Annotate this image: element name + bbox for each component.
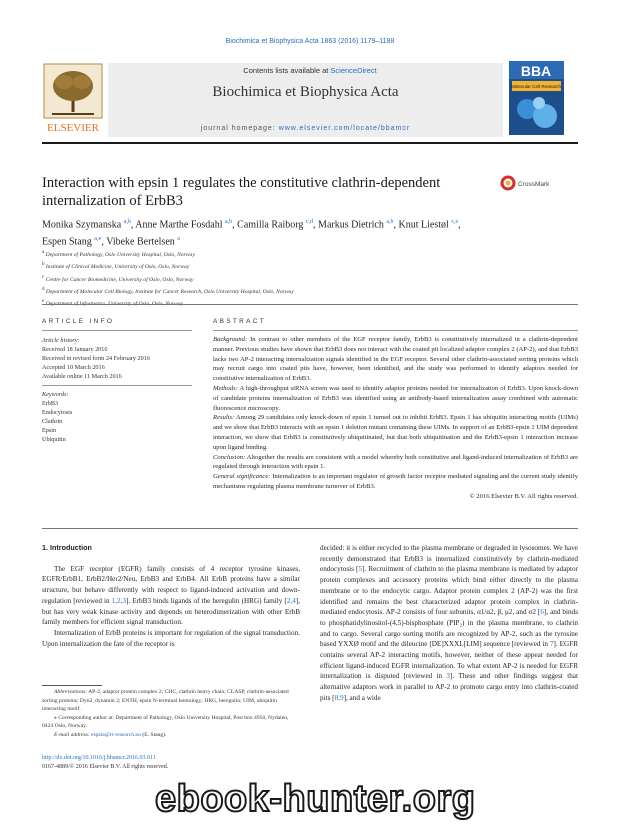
keyword[interactable]: Ubiquitin: [42, 436, 66, 443]
paragraph-text: ], and a wide: [343, 693, 381, 702]
article-history: [42, 336, 192, 381]
author-affil-sup[interactable]: a,⁎: [94, 236, 102, 243]
email-footnote: [42, 731, 300, 740]
citation-link[interactable]: 1,2,3: [111, 596, 126, 605]
cover-logo: BBA: [520, 63, 552, 79]
author-name[interactable]: Vibeke Bertelsen: [106, 236, 175, 248]
affiliation-sup: a: [42, 250, 45, 255]
keywords-label: Keywords:: [42, 391, 69, 398]
abstract-label: Results:: [213, 414, 235, 422]
abstract-label: Methods:: [213, 384, 238, 392]
paragraph: [42, 564, 300, 628]
homepage-link[interactable]: www.elsevier.com/locate/bbamcr: [278, 125, 411, 132]
author-name[interactable]: Espen Stang: [42, 236, 92, 248]
citation-link[interactable]: 5: [358, 565, 363, 574]
affiliation: [42, 260, 578, 272]
footnote-rule: [42, 685, 102, 686]
footnotes: [42, 688, 300, 740]
article-title: Interaction with epsin 1 regulates the constitutive clathrin-dependent internalization of ErbB3: [42, 175, 441, 209]
author-affil-sup[interactable]: c,d: [305, 219, 314, 225]
keyword[interactable]: Epsin: [42, 427, 57, 434]
footnote-text: AP-2, adaptor protein complex 2; CHC, clathrin heavy chain; CLASP, clathrin-associated sorting proteins; Dyn2, dynamin 2; ENTH, epsin N-terminal homology; HRG, heregulin; UIM, ubiquitin interacting motif.: [42, 689, 289, 713]
affiliation-sup: b: [42, 262, 45, 268]
paragraph-text: The EGF receptor (EGFR) family consists of 4 receptor tyrosine kinases, EGFR/ErbB1, ErbB2/Her2/Neu, ErbB3 and ErbB4. All ErbB proteins have a similar structure, but behave differently with respect to ligand-induced activation and down-regulation [reviewed in: [42, 564, 300, 605]
abstract-text: A high-throughput siRNA screen was used to identify adaptor proteins needed for internalization of ErbB3. Upon knock-down of candidate proteins internalization of ErbB3 was identified using an antibody-based internalization assay combined with automatic fluorescence microscopy.: [213, 384, 578, 412]
doi-block: [42, 754, 302, 772]
info-rule: [42, 330, 192, 331]
citation-link[interactable]: 7: [549, 640, 554, 649]
paragraph-text: ]. EGFR contains several AP-2 interacting motifs, however, neither of these appear needed for efficient ligand-induced EGFR internalization. To what extent AP-2 is needed for EGFR internalization is disputed [reviewed in: [320, 640, 578, 681]
author-name[interactable]: Markus Dietrich: [318, 219, 384, 231]
affiliation-text: Department of Molecular Cell Biology, Institute for Cancer Research, Oslo University Hospital, Oslo, Norway: [45, 288, 294, 295]
citation-link[interactable]: 8,9: [334, 693, 344, 702]
paragraph-text: ]. These and other findings suggest that alternative adaptors work in parallel to AP-2 to promote cargo entry into clathrin-coated pits [: [320, 672, 578, 702]
affiliation-text: Centre for Cancer Biomedicine, University of Oslo, Oslo, Norway: [45, 276, 194, 283]
paragraph-text: decided: it is either recycled to the plasma membrane or degraded in lysosomes. We have recently demonstrated that ErbB3 is internalized constitutively by clathrin-mediated endocytosis [: [320, 544, 578, 574]
section-heading-introduction: 1. Introduction: [42, 543, 92, 552]
journal-citation[interactable]: Biochimica et Biophysica Acta 1863 (2016) 1179–1188: [225, 38, 395, 45]
abstract-body: [213, 335, 578, 502]
body-right-column: [320, 543, 578, 704]
history-item: Available online 11 March 2016: [42, 373, 122, 380]
journal-title: Biochimica et Biophysica Acta: [212, 84, 399, 100]
author-affil-sup[interactable]: a,b: [386, 219, 394, 225]
body-left-column: [42, 543, 300, 649]
affiliation-sup: e: [42, 299, 45, 305]
footnote-label: E-mail address:: [54, 731, 90, 738]
crossmark-label: CrossMark: [518, 181, 550, 188]
article-info-heading: ARTICLE INFO: [42, 318, 115, 325]
elsevier-tree-logo: [42, 62, 104, 134]
header-rule: [42, 142, 578, 144]
abstract-label: Conclusion:: [213, 453, 246, 461]
abbreviations-footnote: [42, 688, 300, 714]
info-rule: [42, 385, 192, 386]
abstract-text: Internalization is an important regulator of growth factor receptor mediated signaling and the current study identify mechanisms regulating plasma membrane turnover of ErbB3.: [213, 473, 578, 490]
journal-cover-image: [509, 61, 564, 135]
citation-link[interactable]: 6: [540, 608, 544, 617]
abstract-end-rule: [42, 528, 578, 529]
abstract-text: In contrast to other members of the EGF receptor family, ErbB3 is constitutively internalized in a clathrin-dependent manner. Previous studies have shown that ErbB3 does not interact with the coated pit localized adaptor complex 2 (AP-2), and that ErbB3 lacks two AP-2 interacting internalization signals identified in the EGF receptor. Several other clathrin-associated sorting proteins which may recruit cargo into coated pits have, however, been identified, and the study was performed to identify adaptors needed for constitutive internalization of ErbB3.: [213, 336, 578, 383]
abstract-rule: [213, 330, 578, 331]
affiliations-rule: [42, 304, 578, 305]
author-affil-sup[interactable]: a: [177, 236, 180, 243]
keyword[interactable]: ErbB3: [42, 400, 59, 407]
affiliation: [42, 273, 578, 285]
abstract-text: Altogether the results are consistent with a model whereby both constitutive and ligand-induced internalization of ErbB3 are regulated through interaction with epsin 1.: [213, 453, 578, 471]
abstract-label: Background:: [213, 336, 248, 343]
author-line-1: Monika Szymanska $^{a,b}$, Anne Marthe Fosdahl $^{a,b}$, Camilla Raiborg $^{c,d}$, Markus Dietrich $^{a,b}$, Knut Liestøl $^{c,e}$,: [42, 219, 461, 231]
publisher-name: ELSEVIER: [47, 122, 99, 134]
paragraph-text: ]. Recruitment of clathrin to the plasma membrane is mediated by adaptor protein complexes and accessory proteins which bind either directly to the plasma membrane or to the endocytic cargo. Adaptor protein complex 2 (AP-2) was the first identified and remains the best characterized adaptor protein complex in clathrin-mediated endocytosis. AP-2 consists of four subunits, α1/α2, β, μ2, and σ2 [: [320, 565, 578, 617]
footnote-label: Abbreviations:: [54, 689, 88, 695]
citation-link[interactable]: 2,4: [286, 596, 296, 605]
history-item: Received in revised form 24 February 2016: [42, 355, 150, 362]
affiliation: [42, 248, 578, 260]
history-item: Received 18 January 2016: [42, 346, 108, 353]
affiliation-text: Institute of Clinical Medicine, University of Oslo, Oslo, Norway: [45, 264, 190, 271]
author-affil-sup[interactable]: c,e: [451, 219, 459, 225]
citation-link[interactable]: 3: [446, 672, 451, 681]
author-name[interactable]: Camilla Raiborg: [237, 219, 304, 231]
affiliation: [42, 285, 578, 297]
sciencedirect-link[interactable]: ScienceDirect: [330, 66, 377, 75]
author-name[interactable]: Anne Marthe Fosdahl: [135, 219, 223, 231]
crossmark-badge[interactable]: [500, 174, 560, 192]
paragraph: [320, 543, 578, 704]
keyword-list: [42, 390, 192, 444]
author-name[interactable]: Monika Szymanska: [42, 219, 122, 231]
journal-homepage: [108, 125, 503, 132]
keyword[interactable]: Clathrin: [42, 418, 63, 425]
watermark-text: ebook-hunter.org: [155, 778, 476, 820]
homepage-prefix: journal homepage:: [200, 125, 279, 132]
doi-link[interactable]: http://dx.doi.org/10.1016/j.bbamcr.2016.03.011: [42, 755, 156, 761]
abstract-text: Among 29 candidates only knock-down of epsin 1 turned out to inhibit ErbB3. Epsin 1 has ubiquitin interacting motifs (UIMs) and we show that ErbB3 interacts with an epsin 1 deletion mutant containing these UIMs. In support of an ErbB3-epsin 1 UIM dependent interaction, we show that ErbB3 is constitutively ubiquitinated, but that both ubiquitination and the ErbB3-epsin 1 interaction increase upon ligand binding.: [213, 414, 578, 451]
corresponding-footnote: ⁎ Corresponding author at: Department of Pathology, Oslo University Hospital, Post box 4950, Nydalen, 0424 Oslo, Norway.: [42, 714, 289, 730]
abstract-copyright: © 2016 Elsevier B.V. All rights reserved.: [469, 492, 578, 500]
paragraph: Internalization of ErbB proteins is important for regulation of the signal transduction. Upon internalization the fate of the receptor is: [42, 628, 300, 648]
author-name[interactable]: Knut Liestøl: [398, 219, 449, 231]
keyword[interactable]: Endocytosis: [42, 409, 73, 416]
affiliation-text: Department of Pathology, Oslo University Hospital, Oslo, Norway: [45, 251, 195, 258]
abstract-heading: ABSTRACT: [213, 318, 267, 325]
email-link[interactable]: espsta@rr-research.no: [91, 731, 142, 738]
paragraph-text: ], and binds to phosphatidylinositol-(4,5)-bisphosphate (PIP₂) in the plasma membrane, to clathrin and to cargo. Several cargo sorting motifs are recognized by AP-2, such as the tyrosine based YXXØ motif and the dileucine [DE]XXXL[LIM] sequence [reviewed in: [320, 608, 578, 649]
author-affil-sup[interactable]: a,b: [225, 219, 233, 225]
footnote-text: (E. Stang).: [141, 731, 167, 738]
author-affil-sup[interactable]: a,b: [123, 219, 131, 225]
abstract-label: General significance:: [213, 473, 271, 481]
affiliation-sup: c: [42, 274, 45, 280]
affiliation-list: [42, 248, 578, 310]
author-list: [42, 215, 578, 250]
history-item: Accepted 10 March 2016: [42, 364, 105, 371]
author-line-2: Espen Stang $^{a,⁎}$, Vibeke Bertelsen $^a$: [42, 236, 180, 248]
history-label: Article history:: [42, 337, 80, 344]
paragraph-text: ], but has very weak kinase activity and depends on heterodimerization with other ErbB family members for efficient signal transduction.: [42, 596, 300, 627]
issn-line: 0167-4889/© 2016 Elsevier B.V. All rights reserved.: [42, 764, 169, 770]
paragraph-text: ]. ErbB3 binds ligands of the heregulin (HRG) family [: [126, 596, 287, 605]
contents-prefix: Contents lists available at: [243, 66, 331, 75]
cover-subtitle: Molecular Cell Research: [510, 84, 562, 89]
affiliation-sup: d: [42, 287, 45, 293]
